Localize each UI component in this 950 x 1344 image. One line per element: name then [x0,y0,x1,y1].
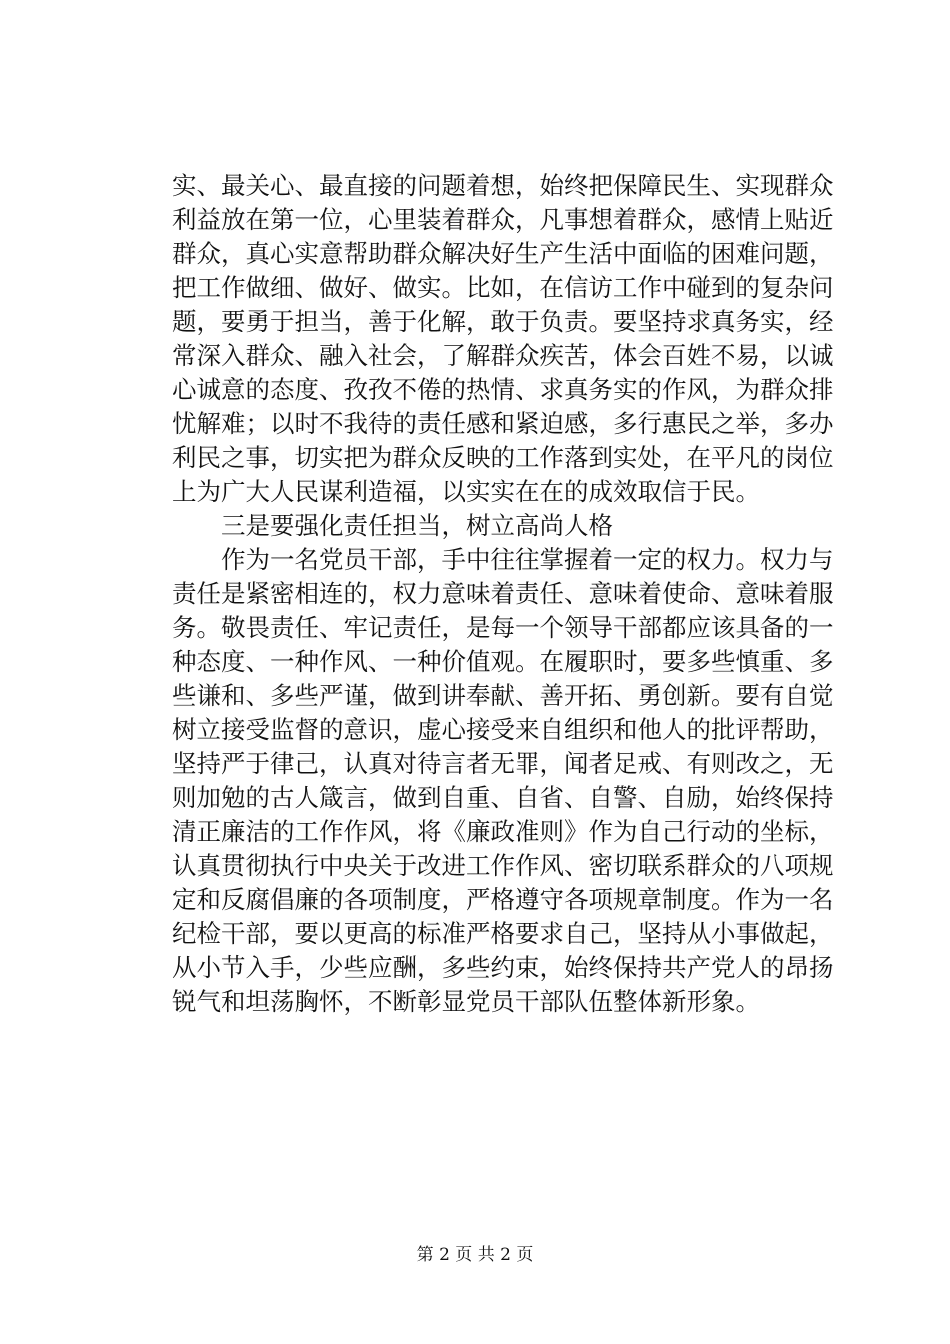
paragraph-line: 坚持严于律己，认真对待言者无罪，闻者足戒、有则改之，无 [172,749,834,778]
paragraph-line: 锐气和坦荡胸怀，不断彰显党员干部队伍整体新形象。 [172,987,760,1016]
paragraph-line: 责任是紧密相连的，权力意味着责任、意味着使命、意味着服 [172,579,834,608]
paragraph-line: 心诚意的态度、孜孜不倦的热情、求真务实的作风，为群众排 [172,375,834,404]
paragraph-line: 认真贯彻执行中央关于改进工作作风、密切联系群众的八项规 [172,851,834,880]
paragraph-line: 利民之事，切实把为群众反映的工作落到实处，在平凡的岗位 [172,443,834,472]
paragraph-line: 利益放在第一位，心里装着群众，凡事想着群众，感情上贴近 [172,205,834,234]
paragraph-line: 把工作做细、做好、做实。比如，在信访工作中碰到的复杂问 [172,273,834,302]
paragraph-line: 种态度、一种作风、一种价值观。在履职时，要多些慎重、多 [172,647,834,676]
paragraph-line: 些谦和、多些严谨，做到讲奉献、善开拓、勇创新。要有自觉 [172,681,834,710]
paragraph-line: 务。敬畏责任、牢记责任，是每一个领导干部都应该具备的一 [172,613,834,642]
paragraph-line: 实、最关心、最直接的问题着想，始终把保障民生、实现群众 [172,171,834,200]
paragraph-line: 上为广大人民谋利造福，以实实在在的成效取信于民。 [172,477,760,506]
paragraph-line: 纪检干部，要以更高的标准严格要求自己，坚持从小事做起， [172,919,834,948]
paragraph-line: 忧解难；以时不我待的责任感和紧迫感，多行惠民之举，多办 [172,409,834,438]
paragraph-line: 常深入群众、融入社会，了解群众疾苦，体会百姓不易，以诚 [172,341,834,370]
paragraph-line: 定和反腐倡廉的各项制度，严格遵守各项规章制度。作为一名 [172,885,834,914]
paragraph-line: 则加勉的古人箴言，做到自重、自省、自警、自励，始终保持 [172,783,834,812]
paragraph-line: 题，要勇于担当，善于化解，敢于负责。要坚持求真务实，经 [172,307,834,336]
paragraph-line: 作为一名党员干部，手中往往掌握着一定的权力。权力与 [221,545,834,574]
page-number-footer: 第 2 页 共 2 页 [416,1245,534,1265]
paragraph-line: 群众，真心实意帮助群众解决好生产生活中面临的困难问题， [172,239,834,268]
section-heading: 三是要强化责任担当，树立高尚人格 [221,511,613,540]
paragraph-line: 树立接受监督的意识，虚心接受来自组织和他人的批评帮助， [172,715,834,744]
paragraph-line: 清正廉洁的工作作风，将《廉政准则》作为自己行动的坐标， [172,817,834,846]
paragraph-line: 从小节入手，少些应酬，多些约束，始终保持共产党人的昂扬 [172,953,834,982]
